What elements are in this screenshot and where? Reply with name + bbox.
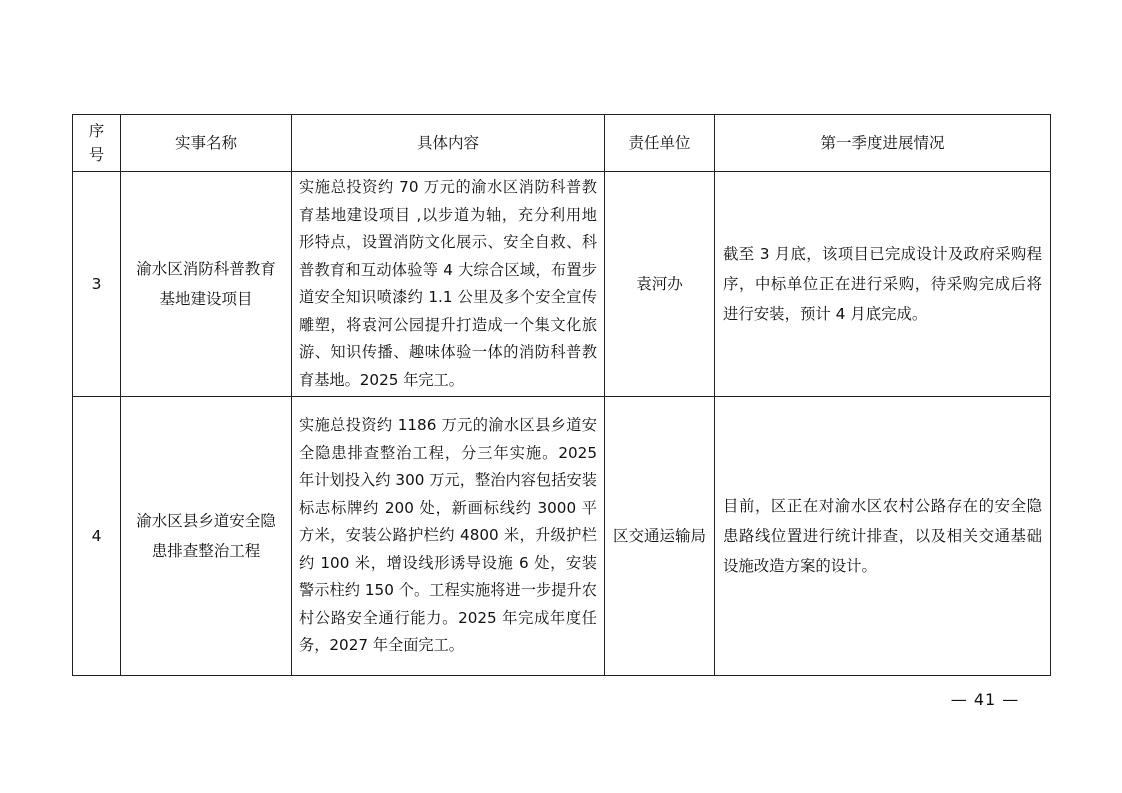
row-q1-progress: 目前，区正在对渝水区农村公路存在的安全隐患路线位置进行统计排查，以及相关交通基础设施改造方案的设计。 xyxy=(715,397,1051,676)
header-serial-number-line-1: 序 xyxy=(88,122,105,140)
page-number: — 41 — xyxy=(950,690,1020,709)
row-project-name: 渝水区县乡道安全隐患排查整治工程 xyxy=(121,397,292,676)
row-responsible-unit: 区交通运输局 xyxy=(605,397,715,676)
row-serial-number: 3 xyxy=(73,172,121,397)
table-header-row xyxy=(73,115,1051,172)
header-serial-number xyxy=(73,115,121,172)
project-progress-table xyxy=(72,114,1051,676)
row-responsible-unit: 袁河办 xyxy=(605,172,715,397)
header-project-name: 实事名称 xyxy=(121,115,292,172)
table-row xyxy=(73,397,1051,676)
row-content: 实施总投资约 1186 万元的渝水区县乡道安全隐患排查整治工程，分三年实施。2025 年计划投入约 300 万元，整治内容包括安装标志标牌约 200 处，新画标线约 3000 平方米，安装公路护栏约 4800 米，升级护栏约 100 米，增设线形诱导设施 6 处，安装警示柱约 150 个。工程实施将进一步提升农村公路安全通行能力。2025 年完成年度任务，2027 年全面完工。 xyxy=(292,397,605,676)
row-serial-number: 4 xyxy=(73,397,121,676)
header-serial-number-line-2: 号 xyxy=(88,146,105,164)
row-q1-progress: 截至 3 月底，该项目已完成设计及政府采购程序，中标单位正在进行采购，待采购完成后将进行安装，预计 4 月底完成。 xyxy=(715,172,1051,397)
table-row xyxy=(73,172,1051,397)
header-content: 具体内容 xyxy=(292,115,605,172)
header-q1-progress: 第一季度进展情况 xyxy=(715,115,1051,172)
header-responsible-unit: 责任单位 xyxy=(605,115,715,172)
row-content: 实施总投资约 70 万元的渝水区消防科普教育基地建设项目 ,以步道为轴，充分利用地形特点，设置消防文化展示、安全自救、科普教育和互动体验等 4 大综合区域，布置步道安全知识喷漆约 1.1 公里及多个安全宣传雕塑，将袁河公园提升打造成一个集文化旅游、知识传播、趣味体验一体的消防科普教育基地。2025 年完工。 xyxy=(292,172,605,397)
row-project-name: 渝水区消防科普教育基地建设项目 xyxy=(121,172,292,397)
